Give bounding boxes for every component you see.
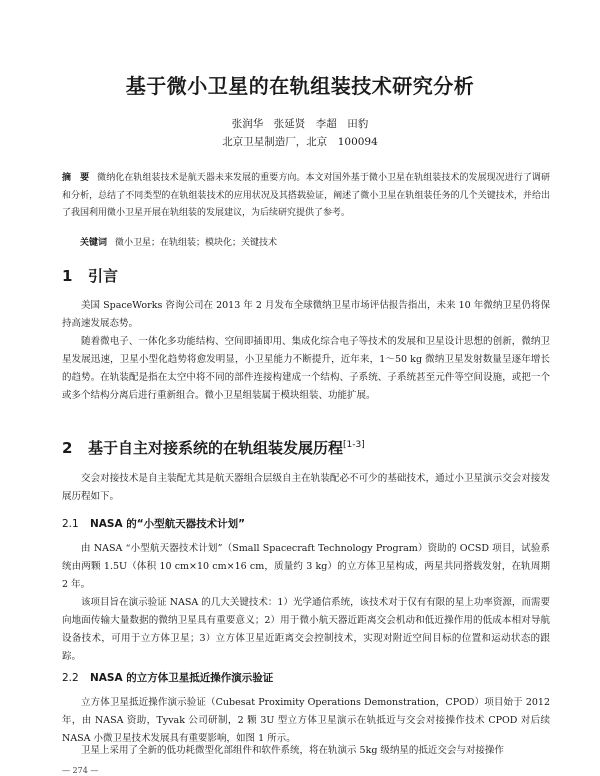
section-2-2-heading	[62, 670, 273, 685]
keywords-label: 关键词	[80, 238, 108, 248]
section-2-2-paragraph-2: 卫星上采用了全新的低功耗微型化部组件和软件系统，将在轨演示 5kg 级纳星的抵近交会与对接操作	[81, 745, 504, 756]
section-2-paragraph-1: 交会对接技术是自主装配尤其是航天器组合层级自主在轨装配必不可少的基础技术，通过小卫星演示交会对接发展历程如下。	[62, 473, 550, 502]
section-number: 1	[62, 267, 73, 285]
author-list: 张润华 张延贤 李超 田豹	[231, 118, 369, 130]
section-title: NASA 的立方体卫星抵近操作演示验证	[90, 672, 274, 684]
section-title: 引言	[88, 267, 119, 285]
page-number: — 274 —	[62, 766, 99, 775]
section-number: 2	[62, 439, 73, 457]
affiliation: 北京卫星制造厂，北京 100094	[222, 136, 378, 148]
section-2-1-paragraph-2: 该项目旨在演示验证 NASA 的几大关键技术：1）光学通信系统，该技术对于仅有有限的星上功率资源，而需要向地面传输大量数据的微纳卫星具有重要意义；2）用于微小航天器近距离交会机动和低近操作用的低成本相对导航设备技术，可用于立方体卫星；3）立方体卫星近距离交会控制技术，实现对附近空间目标的位置和运动状态的跟踪。	[62, 597, 550, 662]
section-2-2-paragraph-1: 立方体卫星抵近操作演示验证（Cubesat Proximity Operations Demonstration，CPOD）项目始于 2012 年，由 NASA 资助，Tyvak 公司研制，2 颗 3U 型立方体卫星演示在轨抵近与交会对接操作技术 CPOD 对后续 NASA 小微卫星技术发展具有重要影响，如图 1 所示。	[62, 697, 550, 744]
keywords-text: 微小卫星；在轨组装；模块化；关键技术	[115, 238, 278, 248]
section-2-heading	[62, 437, 365, 458]
section-1-paragraph-1: 美国 SpaceWorks 咨询公司在 2013 年 2 月发布全球微纳卫星市场评估报告指出，未来 10 年微纳卫星仍将保持高速发展态势。	[62, 300, 550, 329]
section-2-1-paragraph-1: 由 NASA “小型航天器技术计划”（Small Spacecraft Technology Program）资助的 OCSD 项目，试验系统由两颗 1.5U（体积 10 cm×10 cm×16 cm，质量约 3 kg）的立方体卫星构成，两星共同搭载发射，在轨周期 2 年。	[62, 543, 550, 590]
section-number: 2.2	[62, 672, 79, 684]
abstract-label: 摘 要	[62, 173, 90, 183]
section-2-1-heading	[62, 516, 245, 531]
section-1-heading	[62, 265, 118, 286]
abstract-text: 微纳化在轨组装技术是航天器未来发展的重要方向。本文对国外基于微小卫星在轨组装技术的发展现况进行了调研和分析，总结了不同类型的在轨组装技术的应用状况及其搭载验证，阐述了微小卫星在轨组装任务的几个关键技术，并给出了我国利用微小卫星开展在轨组装的发展建议，为后续研究提供了参考。	[62, 173, 550, 218]
section-title: 基于自主对接系统的在轨组装发展历程	[88, 439, 344, 457]
section-number: 2.1	[62, 518, 79, 530]
paper-title: 基于微小卫星的在轨组装技术研究分析	[125, 74, 475, 98]
section-1-paragraph-2: 随着微电子、一体化多功能结构、空间即插即用、集成化综合电子等技术的发展和卫星设计思想的创新，微纳卫星发展迅速，卫星小型化趋势将愈发明显，小卫星能力不断提升，近年来，1～50 kg 微纳卫星发射数量呈逐年增长的趋势。在轨装配是指在太空中将不同的部件连接构建成一个结构、子系统、子系统甚至元件等空间设施，或把一个或多个结构分离后进行重新组合。微小卫星组装属于模块组装、功能扩展。	[62, 336, 550, 401]
keywords	[80, 235, 550, 248]
abstract	[62, 170, 550, 223]
section-title: NASA 的“小型航天器技术计划”	[90, 518, 246, 530]
citation: [1-3]	[343, 440, 365, 450]
